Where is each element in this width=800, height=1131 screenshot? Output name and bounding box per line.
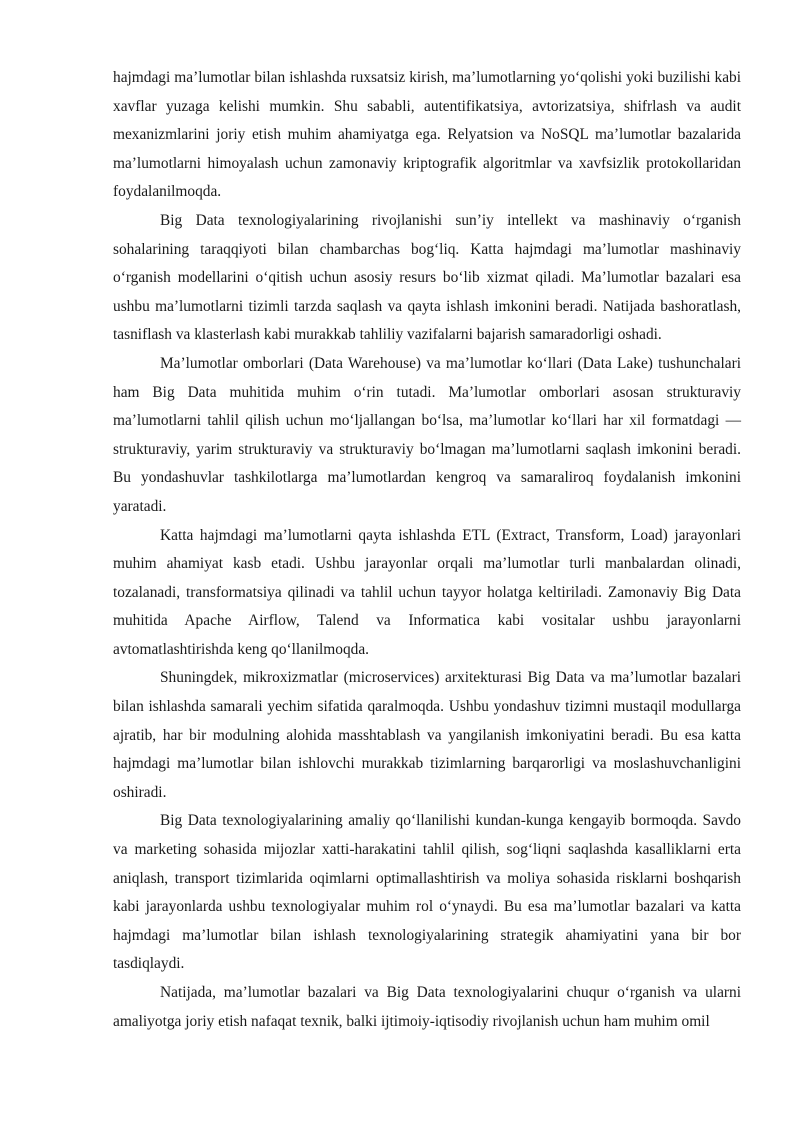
paragraph-conclusion: Natijada, ma’lumotlar bazalari va Big Data texnologiyalarini chuqur o‘rganish va ularni amaliyotga joriy etish nafaqat texnik, balki ijtimoiy-iqtisodiy rivojlanish uchun ham muhim omil: [113, 984, 741, 1030]
paragraph-etl: Katta hajmdagi ma’lumotlarni qayta ishlashda ETL (Extract, Transform, Load) jarayonlari muhim ahamiyat kasb etadi. Ushbu jarayonlar orqali ma’lumotlar turli manbalardan olinadi, tozalanadi, transformatsiya qilinadi va tahlil uchun tayyor holatga keltiriladi. Zamonaviy Big Data muhitida Apache Airflow, Talend va Informatica kabi vositalar ushbu jarayonlarni avtomatlashtirishda keng qo‘llanilmoqda.: [113, 526, 741, 658]
paragraph-applications: Big Data texnologiyalarining amaliy qo‘llanilishi kundan-kunga kengayib bormoqda. Savdo va marketing sohasida mijozlar xatti-harakatini tahlil qilish, sog‘liqni saqlashda kasalliklarni erta aniqlash, transport tizimlarida oqimlarni optimallashtirish va moliya sohasida risklarni boshqarish kabi jarayonlarda ushbu texnologiyalar muhim rol o‘ynaydi. Bu esa ma’lumotlar bazalari va katta hajmdagi ma’lumotlar bilan ishlash texnologiyalarining strategik ahamiyatini yana bir bor tasdiqlaydi.: [113, 812, 741, 973]
paragraph-ml-relation: Big Data texnologiyalarining rivojlanishi sun’iy intellekt va mashinaviy o‘rganish sohalarining taraqqiyoti bilan chambarchas bog‘liq. Katta hajmdagi ma’lumotlar mashinaviy o‘rganish modellarini o‘qitish uchun asosiy resurs bo‘lib xizmat qiladi. Ma’lumotlar bazalari esa ushbu ma’lumotlarni tizimli tarzda saqlash va qayta ishlash imkonini beradi. Natijada bashoratlash, tasniflash va klasterlash kabi murakkab tahliliy vazifalarni bajarish samaradorligi oshadi.: [113, 211, 741, 344]
paragraph-microservices: Shuningdek, mikroxizmatlar (microservices) arxitekturasi Big Data va ma’lumotlar bazalari bilan ishlashda samarali yechim sifatida qaralmoqda. Ushbu yondashuv tizimni mustaqil modullarga ajratib, har bir modulning alohida masshtablash va yangilanish imkoniyatini beradi. Bu esa katta hajmdagi ma’lumotlar bilan ishlovchi murakkab tizimlarning barqarorligi va moslashuvchanligini oshiradi.: [113, 669, 741, 801]
paragraph-continuation: hajmdagi ma’lumotlar bilan ishlashda ruxsatsiz kirish, ma’lumotlarning yo‘qolishi yoki buzilishi kabi xavflar yuzaga kelishi mumkin. Shu sababli, autentifikatsiya, avtorizatsiya, shifrlash va audit mexanizmlarini joriy etish muhim ahamiyatga ega. Relyatsion va NoSQL ma’lumotlar bazalarida ma’lumotlarni himoyalash uchun zamonaviy kriptografik algoritmlar va xavfsizlik protokollaridan foydalanilmoqda.: [113, 69, 741, 201]
paragraph-warehouse-lake: Ma’lumotlar omborlari (Data Warehouse) va ma’lumotlar ko‘llari (Data Lake) tushunchalari ham Big Data muhitida muhim o‘rin tutadi. Ma’lumotlar omborlari asosan strukturaviy ma’lumotlarni tahlil qilish uchun mo‘ljallangan bo‘lsa, ma’lumotlar ko‘llari har xil formatdagi — strukturaviy, yarim strukturaviy va strukturaviy bo‘lmagan ma’lumotlarni saqlash imkonini beradi. Bu yondashuvlar tashkilotlarga ma’lumotlardan kengroq va samaraliroq foydalanish imkonini yaratadi.: [113, 354, 741, 515]
